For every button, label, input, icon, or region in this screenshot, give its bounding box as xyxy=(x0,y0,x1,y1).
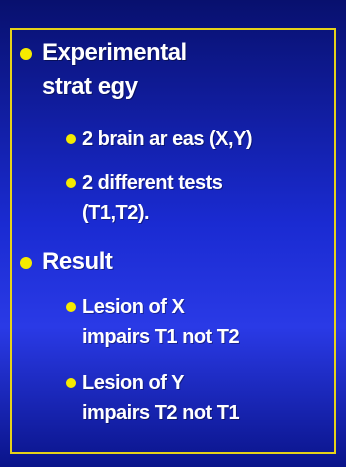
bullet-line: Experimental xyxy=(42,39,187,66)
bullet-line: Lesion of X xyxy=(82,296,185,318)
bullet-item-brain-areas xyxy=(82,124,252,154)
bullet-line: Lesion of Y xyxy=(82,372,184,394)
bullet-line: impairs T2 not T1 xyxy=(82,402,240,424)
bullet-item-experimental-strategy xyxy=(42,36,187,104)
bullet-icon xyxy=(20,257,32,269)
bullet-line: (T1,T2). xyxy=(82,202,150,224)
bullet-item-result xyxy=(42,245,112,279)
bullet-icon xyxy=(66,302,76,312)
bullet-item-different-tests xyxy=(82,168,222,228)
bullet-item-lesion-x xyxy=(82,292,239,352)
bullet-icon xyxy=(66,178,76,188)
bullet-icon xyxy=(20,48,32,60)
bullet-line: 2 different tests xyxy=(82,172,223,194)
bullet-line: Result xyxy=(42,248,113,275)
bullet-icon xyxy=(66,134,76,144)
bullet-line: strat egy xyxy=(42,73,138,100)
bullet-item-lesion-y xyxy=(82,368,239,428)
bullet-line: 2 brain ar eas (X,Y) xyxy=(82,128,253,150)
bullet-icon xyxy=(66,378,76,388)
bullet-line: impairs T1 not T2 xyxy=(82,326,240,348)
